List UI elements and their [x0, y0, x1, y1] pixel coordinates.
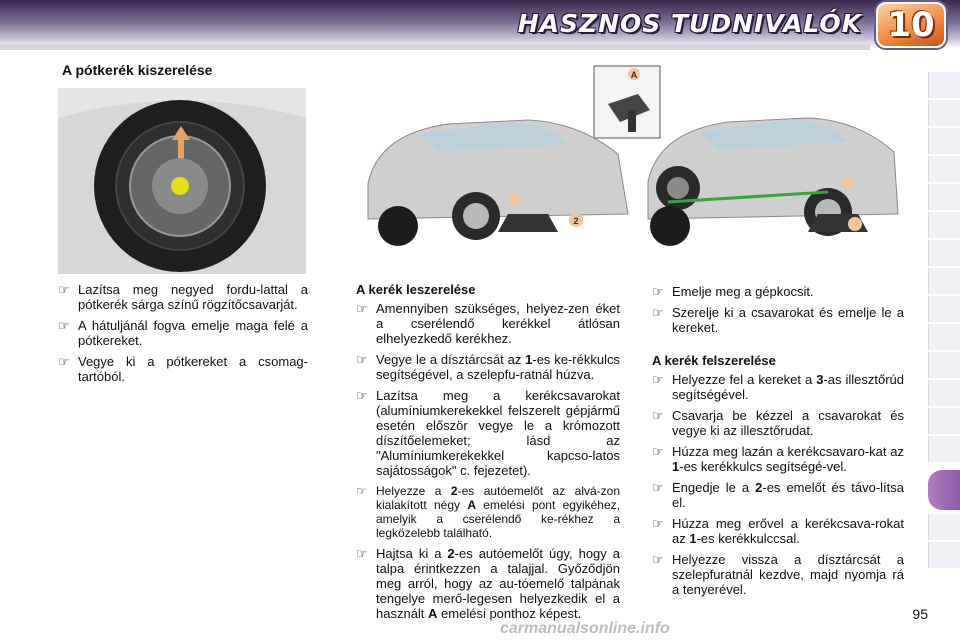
- item-text: -es kerékkulcs segítségé-vel.: [679, 459, 847, 474]
- sidebar-tab[interactable]: [928, 268, 960, 294]
- section-title: A pótkerék kiszerelése: [62, 62, 213, 78]
- bullet-icon: ☞: [58, 354, 70, 369]
- item-text: Vegye le a dísztárcsát az: [376, 352, 526, 367]
- item-ref: A: [428, 606, 438, 621]
- list-item: [356, 484, 620, 540]
- list-item: [58, 282, 308, 312]
- list-item: [652, 444, 904, 474]
- sidebar-tab[interactable]: [928, 72, 960, 98]
- item-text: Hajtsa ki a: [376, 546, 448, 561]
- item-text: Szerelje ki a csavarokat és emelje le a kereket.: [672, 305, 904, 335]
- chapter-badge: [876, 2, 946, 48]
- subsection-heading: A kerék felszerelése: [652, 353, 776, 368]
- item-text: -es emelőt és távo-lítsa el.: [672, 480, 904, 510]
- item-text: Vegye ki a pótkereket a csomag-tartóból.: [78, 354, 308, 384]
- list-item: [356, 301, 620, 346]
- list-item: [58, 318, 308, 348]
- bullet-icon: ☞: [356, 546, 368, 561]
- sidebar-tab[interactable]: [928, 352, 960, 378]
- item-ref: 1: [672, 459, 680, 474]
- sidebar-tab[interactable]: [928, 100, 960, 126]
- sidebar-tab[interactable]: [928, 128, 960, 154]
- list-item: [652, 284, 904, 299]
- list-item: [652, 552, 904, 597]
- item-text: A hátuljánál fogva emelje maga felé a pótkereket.: [78, 318, 308, 348]
- bullet-icon: ☞: [356, 484, 367, 498]
- item-ref: 1: [525, 352, 533, 367]
- footer-watermark: carmanualsonline.info: [500, 620, 670, 637]
- jack-illustration: [358, 64, 900, 270]
- item-text: Helyezze fel a kereket a: [672, 372, 817, 387]
- item-text: Lazítsa meg a kerékcsavarokat (alumíniumkerekekkel felszerelt gépjármű esetén először vegye le a krómozott díszítőelemeket; lásd az "Alumíniumkerekekkel kapcso-latos sajátosságok" c. fejezetet).: [376, 388, 620, 478]
- item-text: Helyezze a: [376, 484, 451, 498]
- label-2: 2: [573, 216, 579, 226]
- sidebar-tab[interactable]: [928, 542, 960, 568]
- right-column: [652, 284, 904, 603]
- item-text: Engedje le a: [672, 480, 756, 495]
- page-header-title: HASZNOS TUDNIVALÓK: [517, 9, 862, 38]
- sidebar-tab[interactable]: [928, 514, 960, 540]
- item-ref: 2: [447, 546, 455, 561]
- left-column: [58, 282, 308, 390]
- item-ref: A: [467, 498, 476, 512]
- item-ref: 2: [450, 484, 458, 498]
- bullet-icon: ☞: [356, 352, 368, 367]
- item-text: Emelje meg a gépkocsit.: [672, 284, 814, 299]
- item-text: -es autóemelőt úgy, hogy a talpa érintkezzen a talajjal. Győződjön meg arról, hogy az au-tóemelő talpának tengelye merő-legesen helyezkedik el a használt: [376, 546, 620, 621]
- subsection-heading: A kerék leszerelése: [356, 282, 476, 297]
- bullet-icon: ☞: [58, 282, 70, 297]
- bullet-icon: ☞: [58, 318, 70, 333]
- bullet-icon: ☞: [652, 516, 664, 531]
- item-text: -as illesztőrúd segítségével.: [672, 372, 904, 402]
- item-ref: 3: [816, 372, 824, 387]
- item-text: Amennyiben szükséges, helyez-zen éket a cserélendő kerékkel átlósan elhelyezkedő kerékhez.: [376, 301, 620, 346]
- header-strip: [0, 44, 870, 50]
- sidebar-tab[interactable]: [928, 240, 960, 266]
- item-text: Húzza meg erővel a kerékcsava-rokat az: [672, 516, 904, 546]
- list-item: [652, 305, 904, 335]
- item-text: -es ke-rékkulcs segítségével, a szelepfu-ratnál húzva.: [376, 352, 620, 382]
- item-text: Helyezze vissza a dísztárcsát a szelepfuratnál kezdve, majd nyomja rá a tenyerével.: [672, 552, 904, 597]
- list-item: [652, 516, 904, 546]
- bullet-icon: ☞: [652, 480, 664, 495]
- sidebar-tab[interactable]: [928, 296, 960, 322]
- bullet-icon: ☞: [652, 552, 664, 567]
- bullet-icon: ☞: [652, 305, 664, 320]
- bullet-icon: ☞: [356, 301, 368, 316]
- sidebar-tab-active[interactable]: [928, 470, 960, 510]
- sidebar-tab[interactable]: [928, 380, 960, 406]
- label-a: A: [630, 70, 638, 80]
- item-text: emelési ponthoz képest.: [437, 606, 582, 621]
- list-item: [356, 546, 620, 621]
- chapter-number: 10: [887, 5, 935, 45]
- sidebar-tab[interactable]: [928, 156, 960, 182]
- list-item: [58, 354, 308, 384]
- item-ref: 2: [755, 480, 763, 495]
- sidebar-tab[interactable]: [928, 184, 960, 210]
- item-text: Húzza meg lazán a kerékcsavaro-kat az: [672, 444, 904, 459]
- sidebar-tab[interactable]: [928, 436, 960, 462]
- bullet-icon: ☞: [652, 372, 664, 387]
- item-text: Csavarja be kézzel a csavarokat és vegye ki az illesztőrudat.: [672, 408, 904, 438]
- list-item: [652, 480, 904, 510]
- list-item: [652, 408, 904, 438]
- bullet-icon: ☞: [652, 444, 664, 459]
- bullet-icon: ☞: [652, 284, 664, 299]
- sidebar-tab[interactable]: [928, 408, 960, 434]
- list-item: [356, 352, 620, 382]
- page-number: 95: [912, 606, 928, 622]
- list-item: [356, 388, 620, 478]
- bullet-icon: ☞: [356, 388, 368, 403]
- list-item: [652, 372, 904, 402]
- bullet-icon: ☞: [652, 408, 664, 423]
- sidebar-tab[interactable]: [928, 324, 960, 350]
- sidebar-tab[interactable]: [928, 212, 960, 238]
- item-text: -es kerékkulccsal.: [696, 531, 800, 546]
- item-ref: 1: [689, 531, 697, 546]
- item-text: Lazítsa meg negyed fordu-lattal a pótkerék sárga színű rögzítőcsavarját.: [78, 282, 308, 312]
- spare-wheel-illustration: [58, 88, 306, 274]
- item-text: emelési pont egyikéhez, amelyik a cserélendő ke-rékhez a legközelebb található.: [376, 498, 620, 540]
- middle-column: [356, 282, 620, 627]
- item-text: -es autóemelőt az alvá-zon kialakított négy: [376, 484, 621, 512]
